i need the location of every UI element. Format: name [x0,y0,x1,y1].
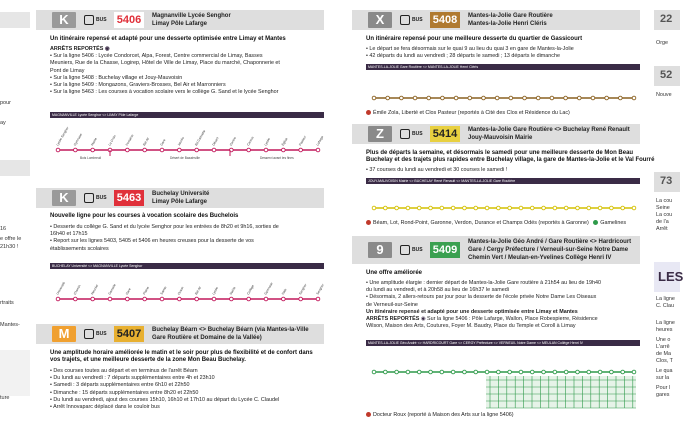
body-line: • 37 courses du lundi au vendredi et 30 courses le samedi ! [366,167,508,173]
line-description [468,12,553,28]
diagram-header-text: MANTES-LA-JOLIE Géo André <> HARDRICOURT Gare <> CERGY Préfecture <> VERNEUIL Notre Dame <> MEULAN Collège Henri IV [368,341,584,345]
stop-dot [91,148,95,152]
stop-dot [417,370,421,374]
body-line: • Desserte du collège G. Sand et du lycée Senghor pour les entrées de 8h20 et 9h16, sorties de [50,224,279,230]
stop-dot [126,297,130,301]
desc-line: Limay Pôle Lafarge [152,199,208,205]
route-diagram-5409 [366,340,640,410]
body-line: • Sur la ligne 5463 : Les courses à vocation scolaire vers le collège G. Sand et le lycée Senghor [50,89,279,96]
legend-text: Docteur Roux (reporté à Maison des Arts sur la ligne 5406) [373,412,514,418]
right-cut-column [654,0,683,428]
stop-dot [508,206,512,210]
desc-line: Mantes-la-Jolie Henri Cléris [468,21,547,27]
right-cut-header [654,172,680,192]
stop-dot [316,297,320,301]
diagram-note: Desservi avant les fines [260,156,294,160]
stop-dot [282,297,286,301]
right-cut-header [654,66,680,86]
stop-dot [108,297,112,301]
stop-dot [406,206,410,210]
stop-dot [463,370,467,374]
stop-dot [591,96,595,100]
stop-dot [536,96,540,100]
line-number: 5408 [430,12,460,28]
stop-dot [212,148,216,152]
left-cut-text: ay [0,120,6,126]
section-body [50,224,328,253]
legend-text: Béam, Lot, Rond-Point, Garonne, Verdon, Durance et Champs Odés (reportés à Garonne) [373,220,589,226]
right-cut-text: Le qua [656,368,673,374]
right-cut-header [654,10,680,30]
stop-label: Jaurès [176,136,185,147]
removed-stop-icon [366,412,371,417]
diagram-note: Désert de Bazainville [170,156,200,160]
left-cut-header [0,12,30,28]
removed-stops-note [366,220,626,226]
left-cut-text: 16 [0,226,7,232]
stop-dot [441,96,445,100]
section-title: Buchelay et des trajets plus rapides entre Buchelay village, la gare de Mantes-la-Jolie et le Val Fourré [366,157,655,163]
route-diagram-5406 [50,112,324,164]
stop-dot [264,148,268,152]
stop-label: La Croix [107,134,117,147]
bus-label: BUS [96,195,107,201]
info-icon: ◉ [420,316,426,323]
stop-label: Gymnase [72,132,84,147]
section-body [366,46,644,60]
stop-label: Sainte [159,285,168,296]
arrets-label: ARRÊTS REPORTÉS [50,46,104,52]
stop-dot [56,297,60,301]
stop-dot [247,148,251,152]
stop-label: Bd Calmette [194,129,207,147]
stop-label: Église [280,136,289,147]
route-diagram-5414 [366,178,640,214]
desc-line: Gare / Cergy Préfecture / Verneuil-sur-Seine Notre Dame [468,247,629,253]
stop-dot [463,206,467,210]
left-cut-text: rtraits [0,300,14,306]
stop-label: Fontaine [124,133,135,147]
stop-dot [143,148,147,152]
info-icon: ◉ [104,46,110,52]
right-cut-text: Une o [656,337,671,343]
body-line: • Dimanche : 15 départs supplémentaires entre 8h20 et 22h50 [50,389,199,396]
stop-dot [485,370,489,374]
stop-dot [74,297,78,301]
line-description [468,238,631,262]
stop-dot [160,148,164,152]
bus-label: BUS [412,247,423,253]
section-body [366,280,644,330]
stop-dot [299,148,303,152]
stop-label: Centre [228,136,237,147]
line-description [468,126,630,142]
right-cut-text: La ligne [656,296,675,302]
right-cut-text: Orge [656,40,668,46]
line-letter: Z [368,126,392,142]
bus-icon [84,191,112,205]
line-header-5408 [352,10,640,30]
body-line: • Une amplitude élargie : dernier départ de Mantes-la-Jolie Gare routière à 21h54 au lieu de 19h40 [366,280,602,286]
section-title: Un itinéraire repensé pour une meilleure desserte du quartier de Gassicourt [366,36,583,42]
stop-dot [178,148,182,152]
body-line: • Samedi : 3 départs supplémentaires entre 6h10 et 22h50 [50,382,190,389]
section-title: Une amplitude horaire améliorée le matin et le soir pour plus de flexibilité et de confort dans [50,350,313,356]
stop-label: Bel Air [194,285,203,296]
body-line: • Du lundi au vendredi : 7 départs supplémentaires entre 4h et 23h10 [50,375,215,382]
stop-label: Senghor [315,283,325,296]
diagram-note: Bois Lombreuil [80,156,102,160]
stop-label: Gare [124,287,132,296]
stop-dot [91,297,95,301]
stop-label: Lycée [211,286,220,296]
line-number: 5406 [114,12,144,28]
section-body [366,167,644,174]
stop-label: Chemin [72,283,82,296]
right-cut-banner [654,262,683,292]
new-stop-icon [593,220,598,225]
line-description [152,326,309,342]
stop-dot [576,206,580,210]
stop-dot [316,148,320,152]
stop-dot [56,148,60,152]
stop-dot [282,148,286,152]
route-svg [50,269,324,305]
body-line: • Des courses toutes au départ et en terminus de l'arrêt Béarn [50,368,198,374]
left-cut-text: ture [0,395,10,401]
desc-line: Jouy-Mauvoisin Mairie [468,135,533,141]
desc-line: Gare Routière et Domaine de la Vallée) [152,335,262,341]
stop-dot [386,96,390,100]
body-line: établissements scolaires [50,245,109,252]
stop-dot [598,370,602,374]
body-line: 16h40 et 17h15 [50,231,88,238]
stop-dot [143,297,147,301]
section-body [50,368,328,411]
stop-label: Lafarge [315,135,325,147]
desc-line: Limay Pôle Lafarge [152,21,208,27]
removed-stop-icon [366,110,371,115]
right-cut-text: de l'a [656,219,669,225]
stop-dot [451,206,455,210]
right-cut-text: Pour l [656,385,671,391]
stop-dot [413,96,417,100]
line-header-5414 [352,124,640,144]
stop-dot [553,370,557,374]
stop-dot [550,96,554,100]
stop-dot [610,370,614,374]
stop-dot [598,206,602,210]
stop-dot [468,96,472,100]
stop-dot [440,206,444,210]
stop-label: Ouest [176,286,185,296]
bus-label: BUS [412,17,423,23]
stop-dot [395,370,399,374]
legend-text: Émile Zola, Liberté et Clos Pasteur (reportés à Cité des Clos et Résidence du Lac) [373,110,570,116]
stop-dot [429,370,433,374]
stop-label: Gare [159,138,167,147]
bus-icon [400,127,428,141]
stop-dot [519,206,523,210]
left-cut-header [0,160,30,176]
body-line: • Arrêt Innovaparc déplacé dans le couloir bus [50,404,160,411]
right-cut-text: gares [656,392,670,398]
line-header-5407 [36,324,324,344]
line-letter: 9 [368,242,392,258]
bus-icon [84,13,112,27]
legend-text: Gamelines [600,220,627,226]
line-letter: M [52,326,76,342]
stop-dot [474,370,478,374]
body-line: Wilson, Maison des Arts, Coutures, Foyer M. Baudry, Place du Temple et Coroll à Limay [366,323,576,330]
stop-label: Gymnase [263,281,274,296]
left-cut-text: pour [0,100,12,106]
stop-dot [429,206,433,210]
route-svg [366,184,640,214]
removed-stops-note [366,412,514,418]
desc-line: Mantes-la-Jolie Gare Routière <> Buchelay René Renault [468,127,630,133]
route-grid-bg [486,376,636,408]
stop-dot [395,206,399,210]
stop-dot [553,206,557,210]
route-diagram-5408 [366,64,640,104]
stop-dot [577,96,581,100]
stop-dot [564,206,568,210]
stop-dot [576,370,580,374]
bus-icon [400,243,428,257]
body-line: • Du lundi au vendredi, ajout des courses 15h10, 16h10 et 17h10 au départ du Lycée C. Claudel [50,396,280,403]
body-line: • 42 départs du lundi au vendredi ; 28 départs le samedi ; 13 départs le dimanche [366,53,560,60]
stop-label: Plaine [142,285,150,296]
stop-dot [495,96,499,100]
line-number: 5463 [114,190,144,206]
body-line: Sur la ligne 5406 : Pôle Lafarge, Wallon, Place Robespierre, Résidence [427,316,598,323]
stop-dot [195,297,199,301]
line-header-5406 [36,10,324,30]
stop-dot [587,370,591,374]
right-cut-text: Nouve [656,92,672,98]
section-title: Plus de départs la semaine, et désormais le samedi pour une meilleure desserte de Mon Beau [366,150,634,156]
stop-label: Collège [246,284,255,296]
left-cut-column [0,0,30,428]
right-cut-text: heures [656,327,673,333]
right-cut-header-num: 52 [660,69,673,81]
right-cut-text: La cou [656,212,673,218]
stop-label: Lycée Senghor [55,126,70,147]
desc-line: Mantes-la-Jolie Gare Routière [468,13,553,19]
body-line: de Verneuil-sur-Seine [366,301,418,308]
stop-dot [530,370,534,374]
desc-line: Buchelay Université [152,191,210,197]
stop-dot [542,206,546,210]
stop-dot [619,96,623,100]
line-header-5409 [352,236,640,264]
stop-label: Pasteur [298,134,308,147]
diagram-header-text: MANTES-LA-JOLIE Gare Routière <> MANTES-LA-JOLIE Henri Cléris [368,65,479,69]
line-header-5463 [36,188,324,208]
diagram-header-text: BUCHELAY Université <> MAGNANVILLE Lycée Senghor [52,264,143,268]
desc-line: Magnanville Lycée Senghor [152,13,231,19]
diagram-header-text: MAGNANVILLE Lycée Senghor <> LIMAY Pôle Lafarge [52,113,139,117]
stop-dot [497,370,501,374]
stop-label: Mairie [228,285,237,296]
stop-dot [212,297,216,301]
stop-dot [417,206,421,210]
stop-dot [482,96,486,100]
stop-dot [632,96,636,100]
stop-label: Haie [280,287,288,296]
right-cut-text: L'arrê [656,344,670,350]
route-diagram-5463 [50,263,324,305]
stop-dot [605,96,609,100]
stop-dot [587,206,591,210]
arrets-line [366,316,644,323]
section-title: Nouvelle ligne pour les courses à vocation scolaire des Buchelois [50,213,239,219]
diagram-header-text: JOUY-MAUVOISIN Mairie <> BUCHELAY René Renault <> MANTES-LA-JOLIE Gare Routière [368,179,516,183]
stop-label: Lycée [263,137,272,147]
stop-dot [632,206,636,210]
route-svg [366,70,640,104]
stop-dot [509,96,513,100]
stop-dot [497,206,501,210]
body-line: • Sur la ligne 5408 : Buchelay village et Jouy-Mauvoisin [50,74,183,81]
stop-dot [178,297,182,301]
right-cut-text: Seine [656,205,670,211]
stop-dot [564,370,568,374]
right-cut-text: sur la [656,375,670,381]
body-line: Pont de Limay [50,67,85,74]
stop-label: Mairie [90,136,98,147]
stop-dot [621,206,625,210]
stop-dot [621,370,625,374]
bus-label: BUS [96,331,107,337]
stop-label: Senghor [298,283,308,296]
stop-dot [299,297,303,301]
line-number: 5414 [430,126,460,142]
line-letter: X [368,12,392,28]
removed-stop-icon [366,220,371,225]
right-cut-banner-text: LES [658,269,683,284]
stop-dot [508,370,512,374]
arrets-label: ARRÊTS REPORTÉS [366,316,420,323]
right-cut-text: La ligne [656,320,675,326]
stop-dot [384,370,388,374]
stop-dot [74,148,78,152]
section-title: vos trajets, et une meilleure desserte de la zone Mon Beau Buchelay. [50,357,246,363]
right-cut-text: La cou [656,198,673,204]
stop-label: Camus [246,135,255,147]
stop-dot [247,297,251,301]
stop-dot [427,96,431,100]
body-line: du lundi au vendredi, et à 20h58 au lieu de 16h37 le samedi [366,287,509,294]
body-line: • Sur la ligne 5409 : Mongazons, Graviers-Brosses, Bel Air et Marronniers [50,82,226,89]
stop-label: Désert [211,136,220,147]
left-cut-text: 21h30 ! [0,244,19,250]
section-body [50,46,328,96]
body-line: Meuniers, Rue de la Chasse, Logirep, Hôtel de Ville de Limay, Place du marché, Chaponnerie et [50,60,280,67]
bus-label: BUS [96,17,107,23]
removed-stops-note [366,110,570,116]
left-cut-text: Mantes- [0,322,20,328]
body-line: Un itinéraire repensé et adapté pour une desserte optimisée entre Limay et Mantes [366,308,578,315]
stop-dot [530,206,534,210]
body-line: • Désormais, 2 allers-retours par jour pour la desserte de l'école privée Notre Dame Les Oiseaux [366,294,597,301]
right-cut-header-num: 22 [660,13,673,25]
line-description [152,190,209,206]
bus-label: BUS [412,131,423,137]
route-svg [366,346,640,410]
stop-dot [160,297,164,301]
left-cut-text: e offre le [0,236,22,242]
stop-dot [474,206,478,210]
line-number: 5409 [430,242,460,258]
bus-icon [84,327,112,341]
stop-dot [195,148,199,152]
stop-dot [264,297,268,301]
arrets-heading [50,46,328,53]
stop-label: Université [55,281,66,296]
stop-dot [610,206,614,210]
stop-dot [542,370,546,374]
stop-dot [632,370,636,374]
stop-dot [400,96,404,100]
desc-line: Chemin Vert / Meulan-en-Yvelines Collège Henri IV [468,255,612,261]
line-number: 5407 [114,326,144,342]
stop-dot [451,370,455,374]
stop-dot [485,206,489,210]
left-cut-diagram [0,350,30,396]
stop-dot [523,96,527,100]
stop-dot [372,96,376,100]
stop-dot [372,370,376,374]
bus-icon [400,13,428,27]
stop-label: Gamelle [107,283,117,296]
stop-label: Bel Air [142,136,151,147]
stop-dot [230,297,234,301]
section-title: Un itinéraire repensé et adapté pour une desserte optimisée entre Limay et Mantes [50,36,286,42]
line-letter: K [52,190,76,206]
body-line: • Sur la ligne 5406 : Lycée Condorcet, Alpa, Forest, Centre commercial de Limay, Basses [50,53,263,60]
line-description [152,12,231,28]
stop-dot [440,370,444,374]
stop-dot [384,206,388,210]
body-line: • Report sur les lignes 5403, 5405 et 5406 en heures creuses pour la desserte de vos [50,238,254,245]
right-cut-header-num: 73 [660,175,673,187]
stop-dot [406,370,410,374]
section-title: Une offre améliorée [366,270,423,276]
stop-dot [454,96,458,100]
right-cut-text: Arrêt [656,226,668,232]
right-cut-text: C. Clau [656,303,674,309]
line-letter: K [52,12,76,28]
desc-line: Buchelay Béarn <> Buchelay Béarn (via Mantes-la-Ville [152,327,309,333]
stop-dot [372,206,376,210]
stop-dot [564,96,568,100]
stop-label: Meunier [90,283,100,296]
stop-dot [126,148,130,152]
stop-dot [519,370,523,374]
right-cut-text: Clos, T [656,358,673,364]
desc-line: Mantes-la-Jolie Géo André / Gare Routière <> Hardricourt [468,239,632,245]
body-line: • Le départ se fera désormais sur le quai 9 au lieu du quai 3 en gare de Mantes-la-Jolie [366,46,574,52]
right-cut-text: de Ma [656,351,671,357]
